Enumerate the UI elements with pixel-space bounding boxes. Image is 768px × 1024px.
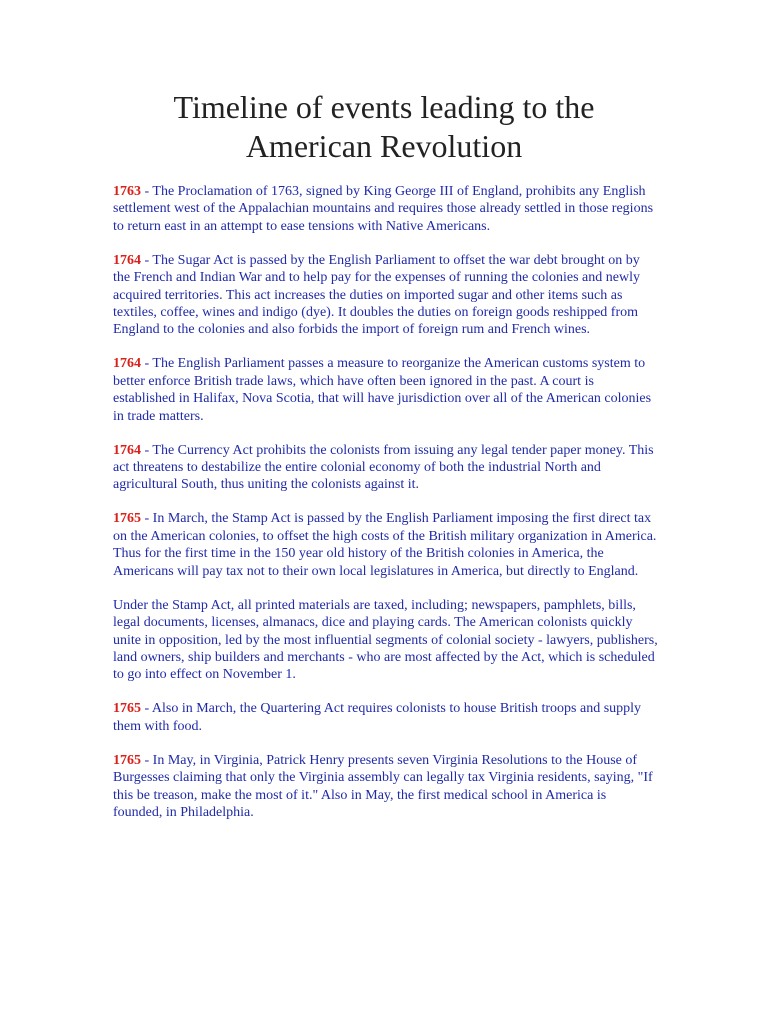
timeline-entry [113,252,658,339]
entry-text: - Also in March, the Quartering Act requires colonists to house British troops and supply them with food. [113,701,642,734]
timeline-entry [113,442,658,494]
page-title-line-1: Timeline of events leading to the [173,89,595,125]
entry-year: 1764 [113,252,141,268]
entry-text: - The Proclamation of 1763, signed by King George III of England, prohibits any English settlement west of the Appalachian mountains and requires those already settled in those regions to return east in an attempt to ease tensions with Native Americans. [113,184,654,234]
entry-text: - In May, in Virginia, Patrick Henry presents seven Virginia Resolutions to the House of Burgesses claiming that only the Virginia assembly can legally tax Virginia residents, saying, "If this be treason, make the most of it." Also in May, the first medical school in America is founded, in Philadelphia. [113,752,653,820]
entry-year: 1764 [113,442,141,458]
entry-text: - The Sugar Act is passed by the English Parliament to offset the war debt brought on by the French and Indian War and to help pay for the expenses of running the colonies and newly acquired territories. This act increases the duties on imported sugar and other items such as textiles, coffee, wines and indigo (dye). It doubles the duties on foreign goods reshipped from England to the colonies and also forbids the import of foreign rum and French wines. [113,252,640,338]
entry-text: - The Currency Act prohibits the colonists from issuing any legal tender paper money. This act threatens to destabilize the entire colonial economy of both the industrial North and agricultural South, thus uniting the colonists against it. [113,442,654,493]
entry-year: 1763 [113,184,141,199]
timeline-entry [113,510,658,580]
timeline-entry [113,355,658,425]
entry-text: - The English Parliament passes a measure to reorganize the American customs system to better enforce British trade laws, which have often been ignored in the past. A court is established in Halifax, Nova Scotia, that will have jurisdiction over all of the American colonies in trade matters. [113,356,652,424]
entry-year: 1765 [113,511,141,527]
entry-year: 1765 [113,701,141,717]
timeline-entry [113,183,658,235]
page-title-line-2: American Revolution [245,128,523,164]
timeline-entry [113,752,658,822]
timeline-entries [113,183,658,838]
page-title [100,88,668,166]
timeline-entry-continuation [113,597,658,684]
timeline-entry [113,700,658,735]
entry-text: - In March, the Stamp Act is passed by the English Parliament imposing the first direct tax on the American colonies, to offset the high costs of the British military organization in America. Thus for the first time in the 150 year old history of the British colonies in America, the Americans will pay tax not to their own local legislatures in America, but directly to England. [113,511,657,579]
entry-year: 1765 [113,752,141,768]
entry-text: Under the Stamp Act, all printed materials are taxed, including; newspapers, pamphlets, bills, legal documents, licenses, almanacs, dice and playing cards. The American colonists quickly unite in opposition, led by the most influential segments of colonial society - lawyers, publishers, land owners, ship builders and merchants - who are most affected by the Act, which is scheduled to go into effect on November 1. [113,597,658,683]
entry-year: 1764 [113,356,141,372]
